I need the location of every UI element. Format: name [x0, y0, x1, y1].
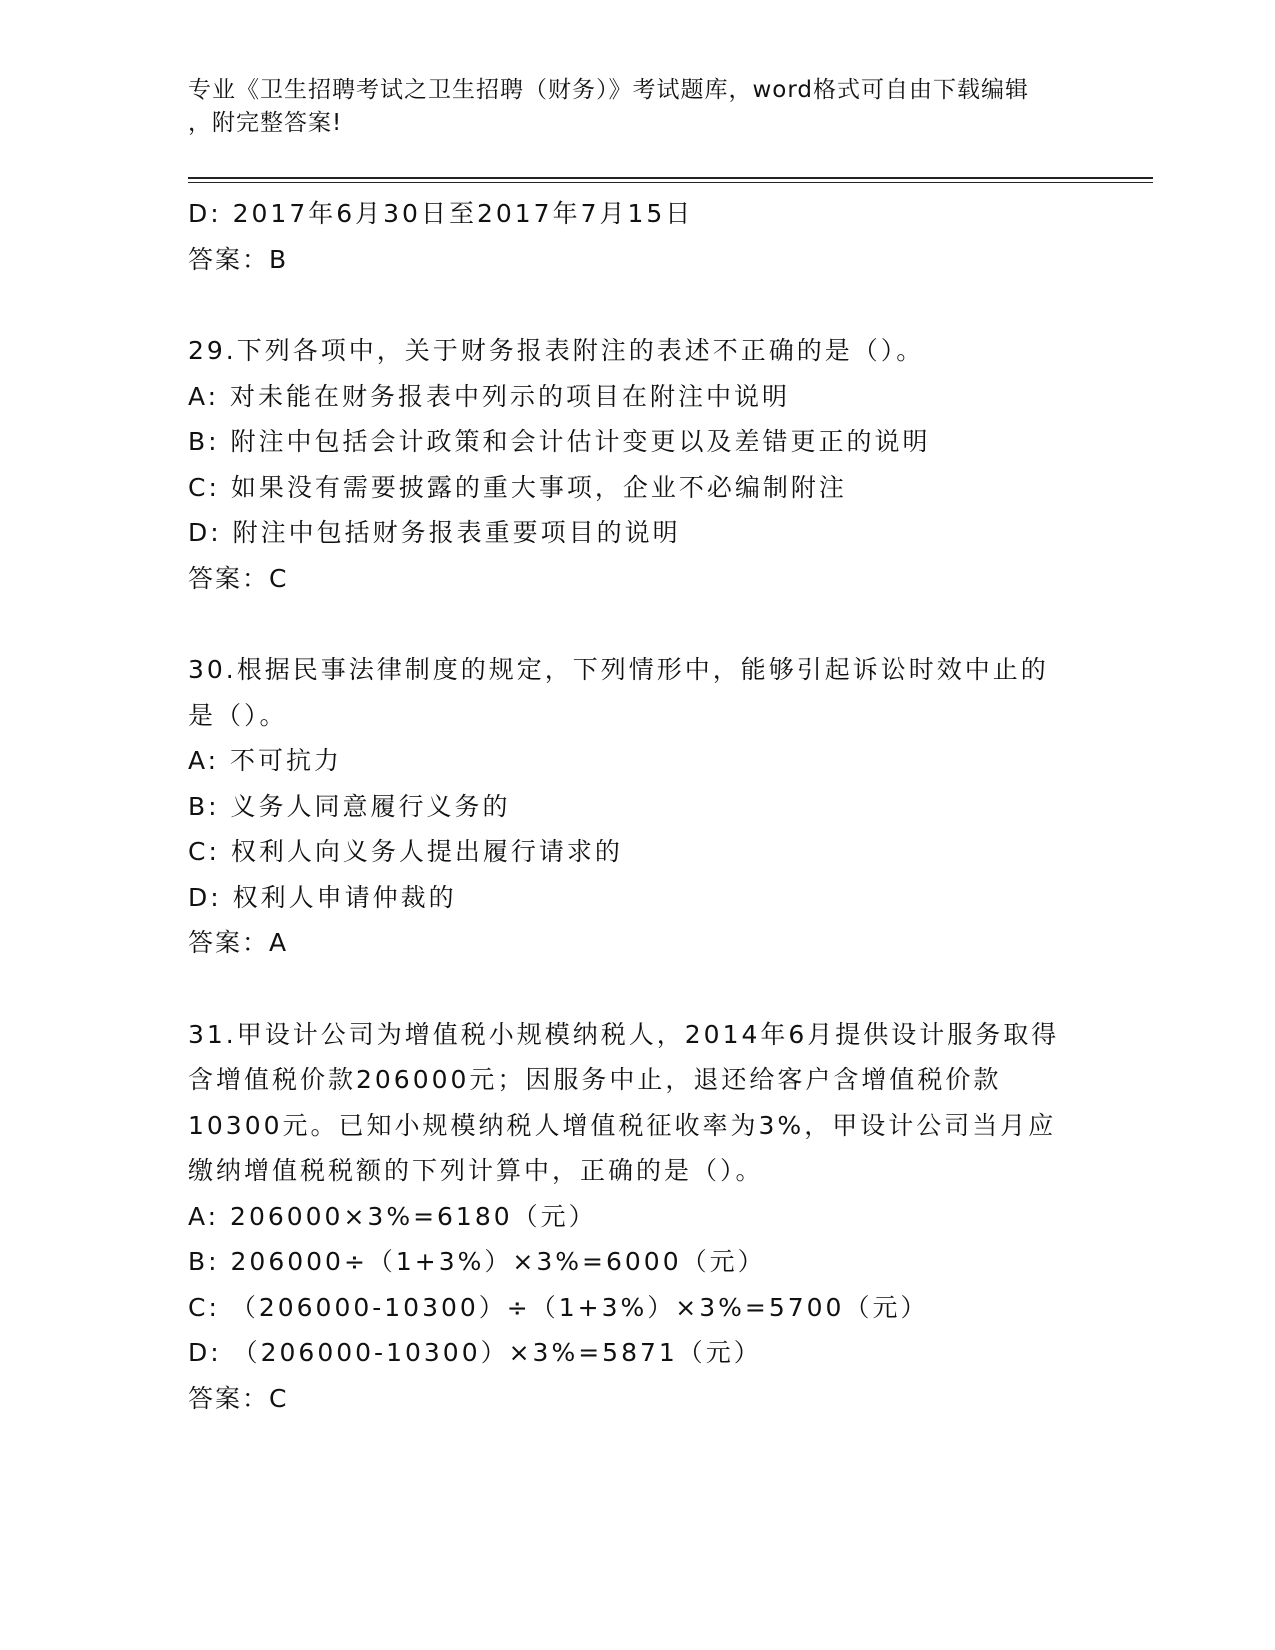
- answer-line: [188, 920, 1088, 966]
- question-stem-line-4: 缴纳增值税税额的下列计算中，正确的是（）。: [188, 1156, 764, 1185]
- answer-line: [188, 556, 1088, 602]
- option-c: C: 如果没有需要披露的重大事项，企业不必编制附注: [188, 472, 847, 502]
- question-stem-line-2: 是（）。: [188, 700, 288, 730]
- answer-line: [188, 1376, 1088, 1422]
- answer-line: [188, 237, 1088, 283]
- question-stem-line-1: 30.根据民事法律制度的规定，下列情形中，能够引起诉讼时效中止的: [188, 655, 1049, 684]
- option-a: A: 不可抗力: [188, 746, 343, 775]
- answer-value: A: [269, 928, 288, 957]
- option-c: C: （206000-10300）÷（1+3%）×3%=5700（元）: [188, 1292, 929, 1322]
- answer-label: 答案：: [188, 244, 270, 274]
- answer-value: C: [269, 563, 288, 593]
- question-29: [188, 328, 1088, 601]
- option-b: B: 206000÷（1+3%）×3%=6000（元）: [188, 1247, 766, 1276]
- question-31: [188, 1012, 1088, 1422]
- document-header: [188, 74, 1068, 140]
- question-28-tail: [188, 191, 1088, 282]
- answer-value: C: [269, 1383, 288, 1413]
- header-divider: [188, 177, 1153, 179]
- question-content: [188, 191, 1088, 1421]
- question-stem-line-1: 31.甲设计公司为增值税小规模纳税人，2014年6月提供设计服务取得: [188, 1019, 1060, 1049]
- option-d: D: 权利人申请仲裁的: [188, 882, 457, 912]
- answer-label: 答案：: [188, 928, 270, 957]
- option-b: B: 义务人同意履行义务的: [188, 791, 511, 821]
- header-line-1: 专业《卫生招聘考试之卫生招聘（财务）》考试题库，word格式可自由下载编辑: [188, 77, 1030, 103]
- option-d: D: 附注中包括财务报表重要项目的说明: [188, 518, 681, 547]
- answer-value: B: [269, 244, 288, 274]
- answer-label: 答案：: [188, 563, 270, 593]
- option-d: D: 2017年6月30日至2017年7月15日: [188, 199, 694, 228]
- spacer: [188, 966, 1088, 1012]
- question-stem: 29.下列各项中，关于财务报表附注的表述不正确的是（）。: [188, 336, 925, 365]
- option-a: A: 对未能在财务报表中列示的项目在附注中说明: [188, 381, 791, 411]
- question-30: [188, 647, 1088, 966]
- header-divider-thin: [188, 182, 1153, 183]
- answer-label: 答案：: [188, 1383, 270, 1413]
- header-line-2: ，附完整答案!: [188, 110, 343, 136]
- spacer: [188, 282, 1088, 328]
- option-b: B: 附注中包括会计政策和会计估计变更以及差错更正的说明: [188, 427, 931, 456]
- question-stem-line-2: 含增值税价款206000元；因服务中止，退还给客户含增值税价款: [188, 1065, 1002, 1094]
- option-a: A: 206000×3%=6180（元）: [188, 1201, 597, 1231]
- question-stem-line-3: 10300元。已知小规模纳税人增值税征收率为3%，甲设计公司当月应: [188, 1110, 1057, 1140]
- option-c: C: 权利人向义务人提出履行请求的: [188, 837, 623, 866]
- spacer: [188, 601, 1088, 647]
- option-d: D: （206000-10300）×3%=5871（元）: [188, 1338, 762, 1367]
